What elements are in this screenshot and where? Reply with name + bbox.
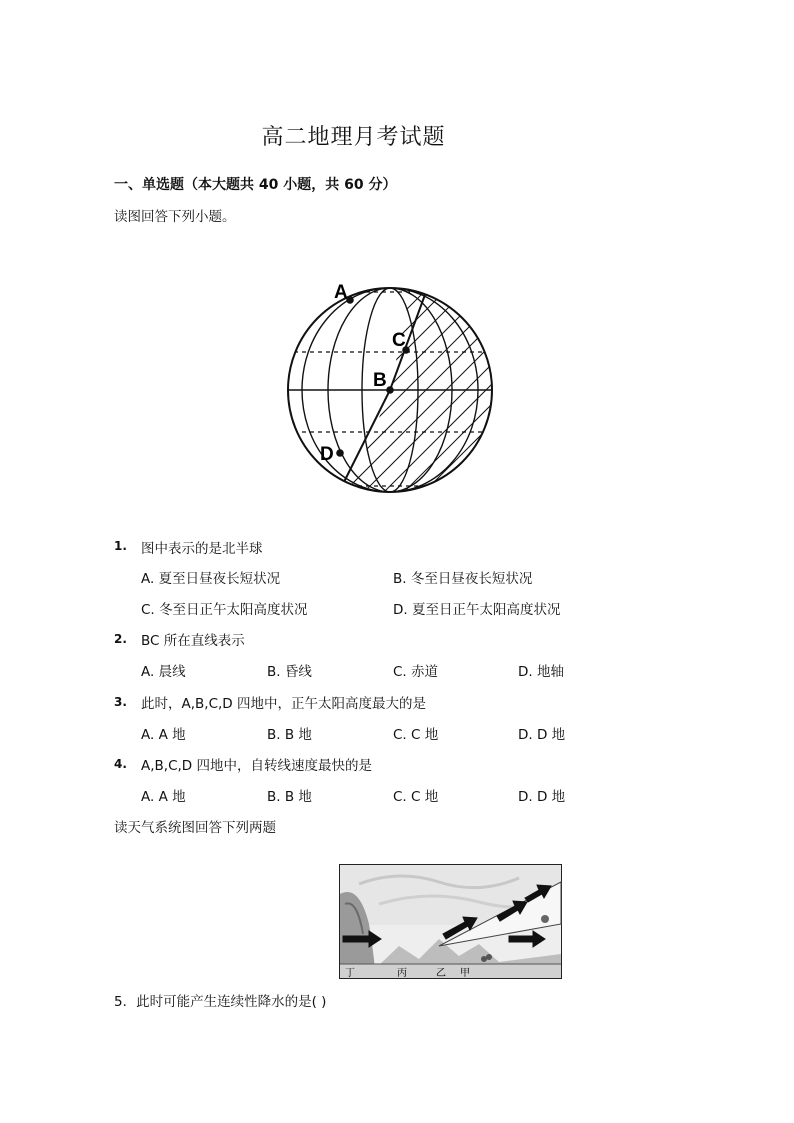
question-5-text: 5．此时可能产生连续性降水的是( ) — [114, 994, 327, 1010]
weather-label-yi: 乙 — [436, 968, 446, 979]
page-title: 高二地理月考试题 — [261, 125, 446, 150]
question-4-number: 4. — [114, 757, 127, 771]
question-2-option-d: D. 地轴 — [518, 664, 564, 680]
weather-label-bing: 丙 — [397, 968, 407, 979]
question-4-option-b: B. B 地 — [267, 789, 312, 805]
intro-text-2: 读天气系统图回答下列两题 — [114, 820, 276, 836]
question-2-number: 2. — [114, 632, 127, 646]
label-c: C — [392, 330, 406, 351]
question-3-option-c: C. C 地 — [393, 727, 439, 743]
point-d — [336, 449, 344, 457]
weather-label-ding: 丁 — [345, 968, 355, 979]
weather-system-figure — [339, 864, 562, 979]
label-b: B — [373, 370, 387, 391]
globe-figure — [286, 270, 508, 496]
question-4-stem: A,B,C,D 四地中，自转线速度最快的是 — [141, 758, 372, 774]
label-d: D — [320, 444, 334, 465]
point-b — [386, 386, 394, 394]
question-3-stem: 此时，A,B,C,D 四地中，正午太阳高度最大的是 — [141, 696, 426, 712]
question-2-option-b: B. 昏线 — [267, 664, 312, 680]
section-detail: （本大题共 40 小题，共 60 分） — [184, 177, 397, 193]
question-2-stem: BC 所在直线表示 — [141, 633, 245, 649]
question-1-stem: 图中表示的是北半球 — [141, 541, 263, 557]
question-4-option-a: A. A 地 — [141, 789, 186, 805]
label-a: A — [334, 282, 348, 303]
question-4-option-d: D. D 地 — [518, 789, 566, 805]
question-3-option-a: A. A 地 — [141, 727, 186, 743]
question-4-option-c: C. C 地 — [393, 789, 439, 805]
question-1-option-d: D. 夏至日正午太阳高度状况 — [393, 602, 561, 618]
question-2-option-a: A. 晨线 — [141, 664, 186, 680]
question-1-option-b: B. 冬至日昼夜长短状况 — [393, 571, 533, 587]
question-3-option-b: B. B 地 — [267, 727, 312, 743]
section-heading — [114, 174, 396, 194]
question-1-number: 1. — [114, 539, 127, 553]
question-2-option-c: C. 赤道 — [393, 664, 439, 680]
question-3-option-d: D. D 地 — [518, 727, 566, 743]
intro-text-1: 读图回答下列小题。 — [114, 209, 236, 225]
section-prefix: 一、单选题 — [114, 177, 184, 193]
weather-label-jia: 甲 — [460, 968, 470, 979]
question-1-option-a: A. 夏至日昼夜长短状况 — [141, 571, 281, 587]
question-3-number: 3. — [114, 695, 127, 709]
question-1-option-c: C. 冬至日正午太阳高度状况 — [141, 602, 308, 618]
